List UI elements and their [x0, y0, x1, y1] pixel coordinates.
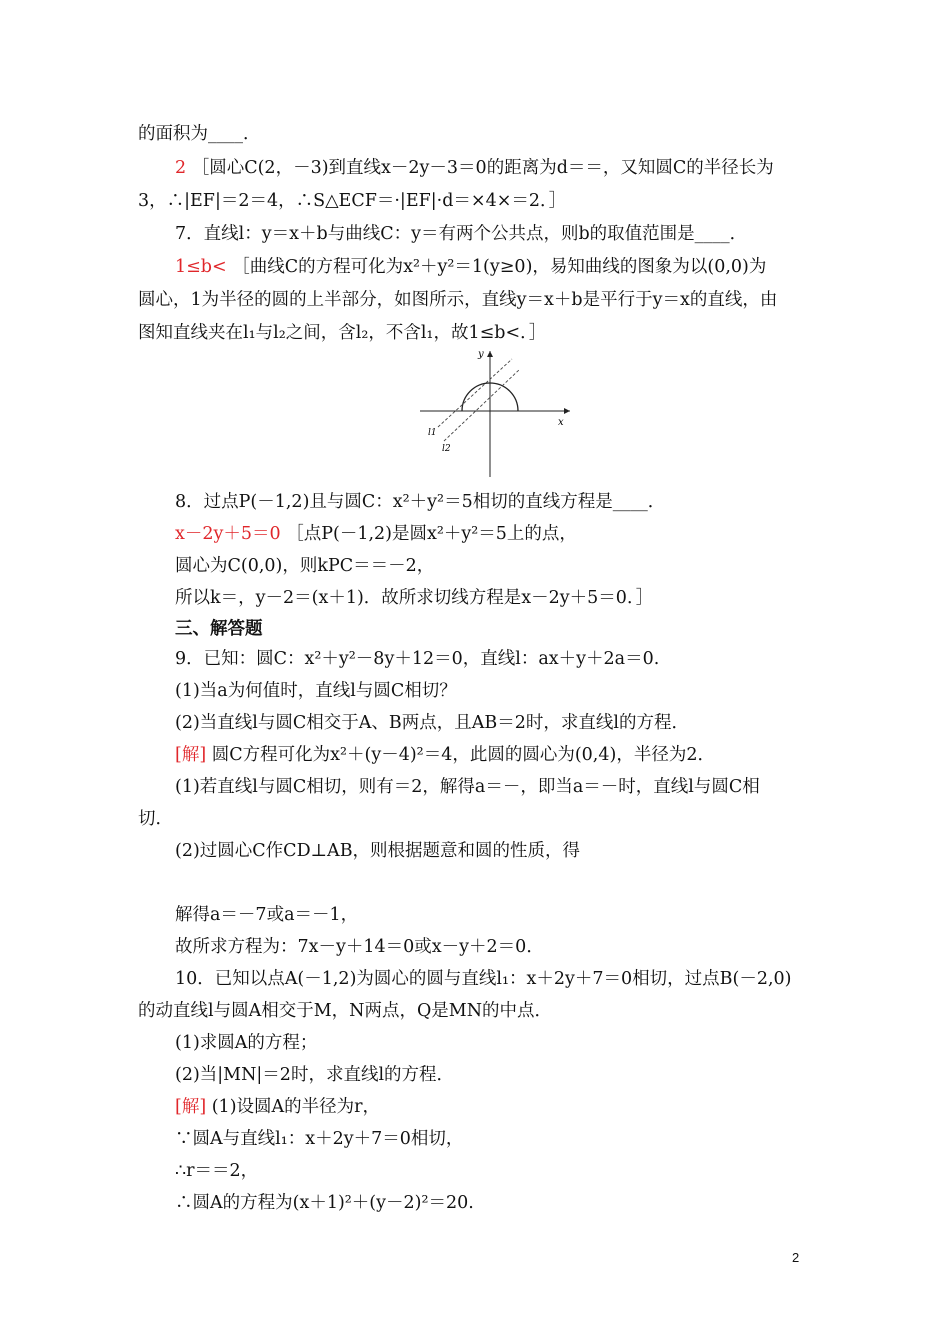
- text-line: 圆心为C(0,0)，则kPC＝＝－2，: [175, 556, 435, 576]
- answer-value: x－2y＋5＝0: [175, 524, 281, 544]
- text-line: (2)当直线l与圆C相交于A、B两点，且AB＝2时，求直线l的方程．: [175, 713, 690, 733]
- text-line: (1)求圆A的方程；: [175, 1033, 318, 1053]
- solution-tag: [解]: [175, 745, 207, 765]
- text-line: (2)当|MN|＝2时，求直线l的方程．: [175, 1065, 455, 1085]
- text-line: (2)过圆心C作CD⊥AB，则根据题意和圆的性质，得: [175, 841, 581, 861]
- l2-label: l2: [442, 444, 451, 454]
- text-line: (1)若直线l与圆C相切，则有＝2，解得a＝－，即当a＝－时，直线l与圆C相: [175, 777, 760, 797]
- text-line: 的动直线l与圆A相交于M，N两点，Q是MN的中点．: [138, 1001, 553, 1021]
- answer-line: [175, 156, 855, 180]
- x-axis-arrow: [564, 408, 570, 414]
- line-l1: [438, 359, 512, 427]
- text-line: ∴圆A的方程为(x＋1)²＋(y－2)²＝20.: [175, 1193, 474, 1213]
- answer-line: [175, 255, 855, 279]
- question-line: 10．已知以点A(－1,2)为圆心的圆与直线l₁：x＋2y＋7＝0相切，过点B(－2,0): [175, 969, 792, 989]
- text-line: 切．: [138, 809, 173, 829]
- solution-text: 圆C方程可化为x²＋(y－4)²＝4，此圆的圆心为(0,4)，半径为2．: [211, 745, 715, 765]
- solution-text: ［曲线C的方程可化为x²＋y²＝1(y≥0)，易知曲线的图象为以(0,0)为: [232, 257, 767, 277]
- x-axis-label: x: [558, 417, 564, 428]
- solution-text: ［点P(－1,2)是圆x²＋y²＝5上的点，: [286, 524, 577, 544]
- answer-line: [175, 522, 855, 546]
- semicircle-figure: [420, 345, 572, 479]
- answer-value: 2: [175, 158, 187, 178]
- question-line: 8．过点P(－1,2)且与圆C：x²＋y²＝5相切的直线方程是____．: [175, 492, 666, 512]
- solution-tag: [解]: [175, 1097, 207, 1117]
- section-heading: 三、解答题: [175, 619, 263, 639]
- solution-line: [175, 743, 855, 767]
- question-line: 9．已知：圆C：x²＋y²－8y＋12＝0，直线l：ax＋y＋2a＝0.: [175, 649, 660, 669]
- text-line: 圆心，1为半径的圆的上半部分，如图所示，直线y＝x＋b是平行于y＝x的直线，由: [138, 290, 778, 310]
- text-line: 图知直线夹在l₁与l₂之间，含l₂，不含l₁，故1≤b<．］: [138, 323, 547, 343]
- text-line: 所以k＝，y－2＝(x＋1)．故所求切线方程是x－2y＋5＝0．］: [175, 588, 654, 608]
- text-line: 解得a＝－7或a＝－1，: [175, 905, 359, 925]
- text-line: 的面积为____．: [138, 124, 261, 144]
- text-line: ∵圆A与直线l₁：x＋2y＋7＝0相切，: [175, 1129, 464, 1149]
- text-line: ∴r＝＝2，: [175, 1161, 259, 1181]
- answer-value: 1≤b<: [175, 257, 227, 277]
- text-line: (1)当a为何值时，直线l与圆C相切？: [175, 681, 457, 701]
- line-l2: [444, 369, 520, 441]
- solution-line: [175, 1095, 855, 1119]
- l1-label: l1: [428, 428, 437, 438]
- question-line: 7．直线l：y＝x＋b与曲线C：y＝有两个公共点，则b的取值范围是____．: [175, 224, 748, 244]
- y-axis-label: y: [478, 349, 484, 360]
- y-axis-arrow: [487, 351, 493, 357]
- solution-text: ［圆心C(2，－3)到直线x－2y－3＝0的距离为d＝＝，又知圆C的半径长为: [191, 158, 774, 178]
- page-number: 2: [792, 1250, 800, 1265]
- text-line: 故所求方程为：7x－y＋14＝0或x－y＋2＝0．: [175, 937, 544, 957]
- solution-text: (1)设圆A的半径为r，: [211, 1097, 381, 1117]
- text-line: 3，∴|EF|＝2＝4，∴S△ECF＝·|EF|·d＝×4×＝2．］: [138, 191, 567, 211]
